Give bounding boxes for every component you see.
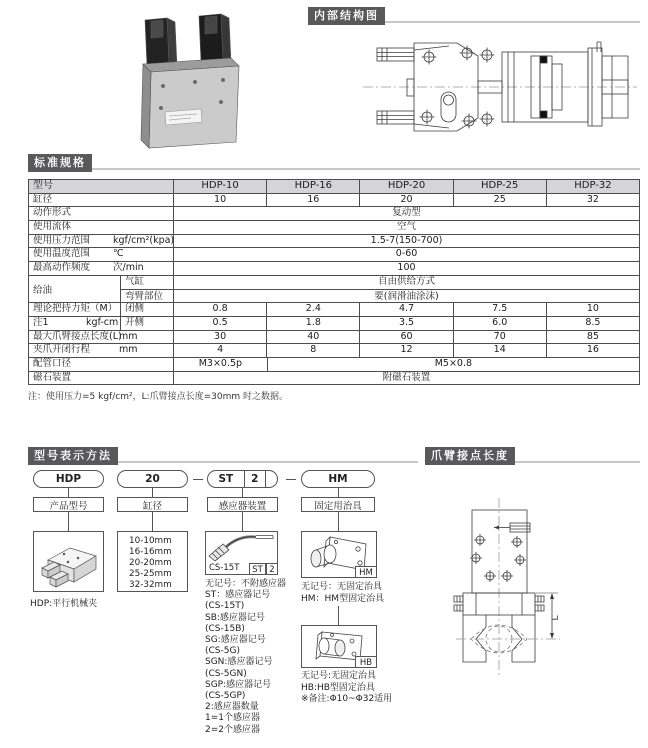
table-row <box>29 317 639 331</box>
sub-label: 开侧 <box>121 317 174 330</box>
note-line: ST：感应器记号 <box>205 590 271 601</box>
cell: 1.8 <box>267 317 360 330</box>
row-label-text: 夹爪开闭行程 <box>33 344 91 356</box>
arm-length-diagram <box>448 468 648 718</box>
hdp-caption: HDP:平行机械夹 <box>30 599 98 609</box>
connector <box>242 512 243 531</box>
hm-notes <box>301 582 384 605</box>
note-line: 1=1个感应器 <box>205 713 260 724</box>
section-title-model-code: 型号表示方法 <box>28 447 118 465</box>
note-line: 无记号：无固定治具 <box>301 582 383 592</box>
cell: 70 <box>454 331 547 344</box>
connector <box>242 488 243 497</box>
cell: 25 <box>454 194 547 207</box>
row-label-text: 最高动作频度 <box>33 262 91 274</box>
code-sensor-qty: 2 <box>251 473 259 485</box>
code-oval-jig: HM <box>301 470 375 488</box>
note-line: (CS-5G) <box>205 646 240 657</box>
gripper-isometric-drawing <box>34 532 103 591</box>
cell: 12 <box>360 344 453 357</box>
cell: 自由供给方式 <box>377 275 435 287</box>
bore-option: 10-10mm <box>129 536 172 546</box>
cell: 85 <box>586 330 599 342</box>
cell: M3×0.5p <box>174 358 268 371</box>
hb-tag: HB <box>355 656 377 668</box>
hb-notes <box>301 671 392 706</box>
section-title-arm-length: 爪臂接点长度 <box>425 447 515 465</box>
connector <box>152 512 153 531</box>
connector <box>68 512 69 531</box>
row-label-text: 使用压力范围 <box>33 234 91 246</box>
row-unit: mm <box>119 344 138 356</box>
cell: 60 <box>360 331 453 344</box>
cell: 0.5 <box>174 317 267 330</box>
row-label <box>29 344 174 357</box>
note-line: 2:感应器数量 <box>205 702 259 713</box>
cell: M5×0.8 <box>434 357 473 369</box>
code-oval-series: HDP <box>33 470 104 488</box>
code-separator <box>286 479 296 480</box>
connector <box>338 488 339 497</box>
cell: 要(润滑油涂沫) <box>374 290 439 302</box>
code-sensor-symbol: ST <box>218 473 234 485</box>
table-row <box>29 207 639 221</box>
bore-option: 20-20mm <box>129 557 172 568</box>
note-line: 2=2个感应器 <box>205 724 260 735</box>
table-row <box>29 180 639 194</box>
cell: 0-60 <box>395 248 418 260</box>
table-row <box>29 235 639 249</box>
cell: 16 <box>267 194 360 207</box>
table-row <box>29 372 639 386</box>
cell: 2.4 <box>267 303 360 316</box>
row-unit: ℃ <box>113 248 124 260</box>
section-title-specs: 标准规格 <box>28 154 92 172</box>
row-label: 使用流体 <box>29 221 174 234</box>
table-row <box>29 331 639 345</box>
cell: 0.8 <box>174 303 267 316</box>
row-label: 给油 <box>29 276 121 302</box>
note-line: (CS-15B) <box>205 623 245 634</box>
section-rule <box>28 168 640 170</box>
connector <box>338 512 339 531</box>
code-label-bore: 缸径 <box>117 497 188 512</box>
table-row <box>29 262 639 276</box>
cell: 6.0 <box>454 317 547 330</box>
table-footnote: 注：使用压力=5 kgf/cm²，L:爪臂接点长度=30mm 时之数据。 <box>28 392 289 402</box>
dimension-label: L <box>551 615 561 621</box>
sensor-tags <box>249 563 278 575</box>
cell: 16 <box>586 344 599 356</box>
product-photo <box>105 10 265 150</box>
cell: 8.5 <box>585 316 601 328</box>
row-label: 缸径 <box>29 194 174 207</box>
hb-jig-box <box>301 625 377 668</box>
cell: 30 <box>174 331 267 344</box>
sensor-tag-qty: 2 <box>266 563 278 575</box>
model-header: HDP-20 <box>360 180 453 193</box>
table-row <box>29 194 639 208</box>
sensor-tag-st: ST <box>249 563 266 575</box>
internal-structure-diagram <box>345 40 640 152</box>
note-line: HB:HB型固定治具 <box>301 682 375 693</box>
bore-option: 32-32mm <box>129 579 172 590</box>
hm-tag-row <box>355 566 377 578</box>
row-label <box>29 248 174 261</box>
row-label-text: 使用温度范围 <box>33 248 91 260</box>
cell: 14 <box>454 344 547 357</box>
bore-options-box <box>117 531 188 592</box>
connector <box>68 488 69 497</box>
row-label-text: 注1 <box>33 316 49 328</box>
note-line: (CS-5GP) <box>205 691 246 702</box>
code-label-sensor: 感应器装置 <box>207 497 278 512</box>
note-line: 无记号：不附感应器 <box>205 579 287 589</box>
note-line: 无记号:无固定治具 <box>301 671 377 681</box>
cell: 32 <box>586 193 599 205</box>
cell: 8 <box>267 344 360 357</box>
cell: 空气 <box>396 221 416 233</box>
connector <box>338 606 339 625</box>
row-label <box>29 331 174 344</box>
note-line: SGN:感应器记号 <box>205 657 273 668</box>
note-line: HM：HM型固定治具 <box>301 593 385 604</box>
cell: 10 <box>174 194 267 207</box>
row-label: 配管口径 <box>29 358 174 371</box>
connector <box>152 488 153 497</box>
model-header: HDP-25 <box>454 180 547 193</box>
row-label: 理论把持力矩（M） <box>29 303 121 316</box>
row-label: 动作形式 <box>29 207 174 220</box>
cell: 附磁石装置 <box>382 371 431 383</box>
row-label: 磁石装置 <box>29 372 174 385</box>
sensor-model-label: CS-15T <box>209 563 240 573</box>
note-line: SG:感应器记号 <box>205 635 266 646</box>
sub-label: 气缸 <box>121 276 174 289</box>
model-header: HDP-10 <box>174 180 267 193</box>
cell: 20 <box>360 194 453 207</box>
code-separator <box>193 479 203 480</box>
note-line: (CS-15T) <box>205 601 245 612</box>
cell: 4 <box>174 344 267 357</box>
cell: 1.5-7(150-700) <box>370 234 443 246</box>
model-header: HDP-16 <box>267 180 360 193</box>
hm-tag: HM <box>355 566 377 578</box>
blank-segment <box>266 471 277 487</box>
spec-table <box>28 179 640 385</box>
row-unit: kgf/cm²(kpa) <box>113 234 175 246</box>
hdp-image-box <box>33 531 104 592</box>
row-label-text: 最大爪臂接点长度(L) <box>33 330 122 342</box>
hm-jig-box <box>301 531 377 578</box>
sensor-image-box <box>205 531 278 575</box>
hb-tag-row <box>355 656 377 668</box>
section-title-internal-structure: 内部结构图 <box>308 7 385 25</box>
cell: 7.5 <box>454 303 547 316</box>
sub-label: 闭侧 <box>121 303 174 316</box>
row-label <box>29 235 174 248</box>
cell: 4.7 <box>360 303 453 316</box>
row-label <box>29 262 174 275</box>
table-row <box>29 248 639 262</box>
cell: 100 <box>397 262 416 274</box>
note-line: SB:感应器记号 <box>205 612 265 623</box>
code-label-product: 产品型号 <box>33 497 104 512</box>
cell: 10 <box>586 303 599 315</box>
sensor-notes <box>205 579 286 736</box>
cell: 40 <box>267 331 360 344</box>
row-label <box>29 317 121 330</box>
table-row <box>29 344 639 358</box>
table-row <box>29 221 639 235</box>
row-label: 型号 <box>29 180 174 193</box>
row-unit: kgf-cm <box>86 316 119 328</box>
cell: 3.5 <box>360 317 453 330</box>
note-line: SGP:感应器记号 <box>205 679 272 690</box>
table-row <box>29 303 639 317</box>
note-line: ※备注:Φ10~Φ32适用 <box>301 694 393 704</box>
model-header: HDP-32 <box>574 180 612 191</box>
bore-option: 16-16mm <box>129 546 172 557</box>
sensor-drawing <box>206 532 277 562</box>
code-oval-sensor <box>207 470 278 488</box>
code-oval-bore: 20 <box>117 470 188 488</box>
sub-label: 弯臂部位 <box>121 290 174 304</box>
table-row-lubrication <box>29 276 639 303</box>
cell: 复动型 <box>392 207 421 219</box>
table-row <box>29 358 639 372</box>
code-label-jig: 固定用治具 <box>301 497 375 512</box>
row-unit: 次/min <box>113 262 144 274</box>
note-line: (CS-5GN) <box>205 668 247 679</box>
row-unit: mm <box>119 330 138 342</box>
bore-option: 25-25mm <box>129 568 172 579</box>
